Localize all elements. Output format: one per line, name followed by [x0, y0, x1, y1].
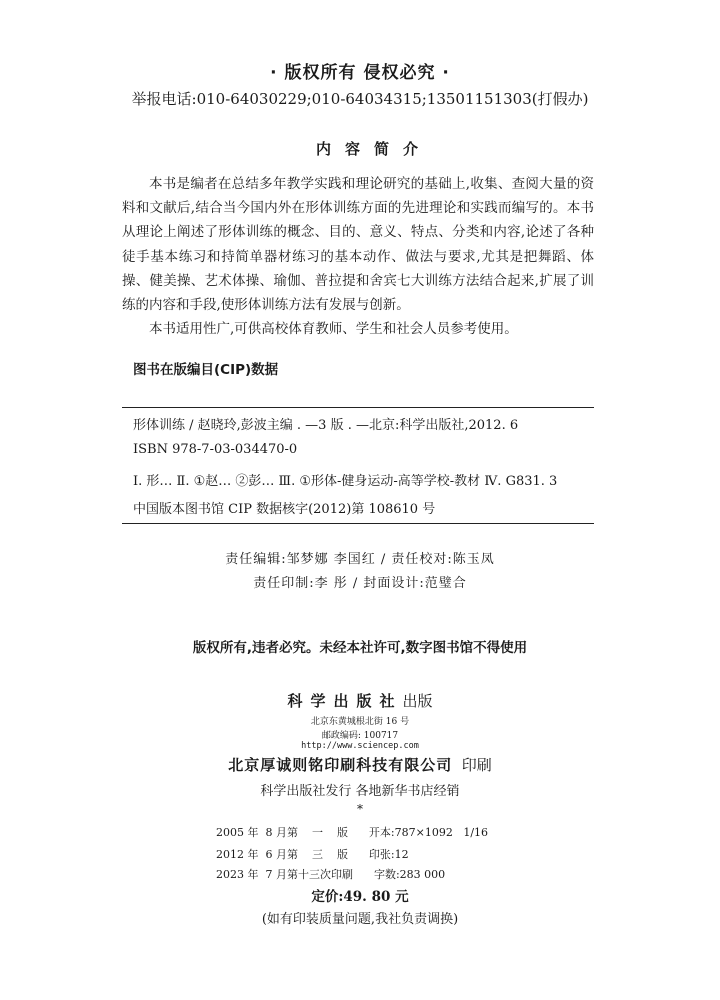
- cip-subject-line: Ⅰ. 形… Ⅱ. ①赵… ②彭… Ⅲ. ①形体-健身运动-高等学校-教材 Ⅳ. G831. 3: [133, 474, 558, 489]
- cip-title-line: 形体训练 / 赵晓玲,彭波主编 . —3 版 . —北京:科学出版社,2012. 6: [133, 418, 519, 433]
- quality-notice: (如有印装质量问题,我社负责调换): [261, 912, 459, 927]
- summary-paragraph: 本书是编者在总结多年教学实践和理论研究的基础上,收集、查阅大量的资料和文献后,结合当今国内外在形体训练方面的先进理论和实践而编写的。本书从理论上阐述了形体训练的概念、目的、意义、特点、分类和内容,论述了各种徒手基本练习和持简单器材练习的基本动作、做法与要求,尤其是把舞蹈、体操、健美操、艺术体操、瑜伽、普拉提和舍宾七大训练方法结合起来,扩展了训练的内容和手段,使形体训练方法有发展与创新。: [122, 176, 594, 314]
- distribution-line: 科学出版社发行 各地新华书店经销: [260, 784, 460, 799]
- edition-line: 2023 年 7 月第十三次印刷 字数:283 000: [216, 868, 446, 881]
- publisher-postcode: 邮政编码: 100717: [321, 731, 399, 741]
- price: 定价:49. 80 元: [311, 889, 409, 905]
- report-hotline: 举报电话:010-64030229;010-64034315;13501151303(打假办): [131, 90, 589, 108]
- edition-line: 2012 年 6 月第 三 版 印张:12: [216, 848, 409, 861]
- printer-line: [0, 754, 720, 775]
- production-credits: 责任印制:李 彤 / 封面设计:范璧合: [253, 576, 467, 591]
- editor-credits: 责任编辑:邹梦娜 李国红 / 责任校对:陈玉凤: [225, 552, 495, 567]
- publisher-name: 科学出版社: [287, 692, 403, 710]
- printer-name: 北京厚诚则铭印刷科技有限公司: [228, 756, 453, 774]
- copyright-banner: · 版权所有 侵权必究 ·: [270, 63, 450, 83]
- publisher-website: http://www.sciencep.com: [301, 741, 419, 751]
- cip-isbn: ISBN 978-7-03-034470-0: [133, 442, 298, 457]
- summary-heading: 内容简介: [315, 140, 432, 158]
- rights-notice: 版权所有,违者必究。未经本社许可,数字图书馆不得使用: [192, 640, 528, 656]
- cip-top-rule: [122, 407, 594, 408]
- publisher-suffix: 出版: [402, 692, 433, 710]
- separator-star: *: [357, 802, 363, 816]
- cip-record-number: 中国版本图书馆 CIP 数据核字(2012)第 108610 号: [133, 502, 436, 517]
- summary-paragraph: 本书适用性广,可供高校体育教师、学生和社会人员参考使用。: [149, 321, 518, 338]
- cip-heading: 图书在版编目(CIP)数据: [133, 362, 279, 378]
- printer-suffix: 印刷: [461, 756, 492, 774]
- edition-line: 2005 年 8 月第 一 版 开本:787×1092 1/16: [216, 826, 489, 839]
- summary-body: [122, 172, 594, 341]
- cip-bottom-rule: [122, 523, 594, 524]
- publisher-address: 北京东黄城根北街 16 号: [310, 717, 410, 727]
- publisher-line: [0, 690, 720, 711]
